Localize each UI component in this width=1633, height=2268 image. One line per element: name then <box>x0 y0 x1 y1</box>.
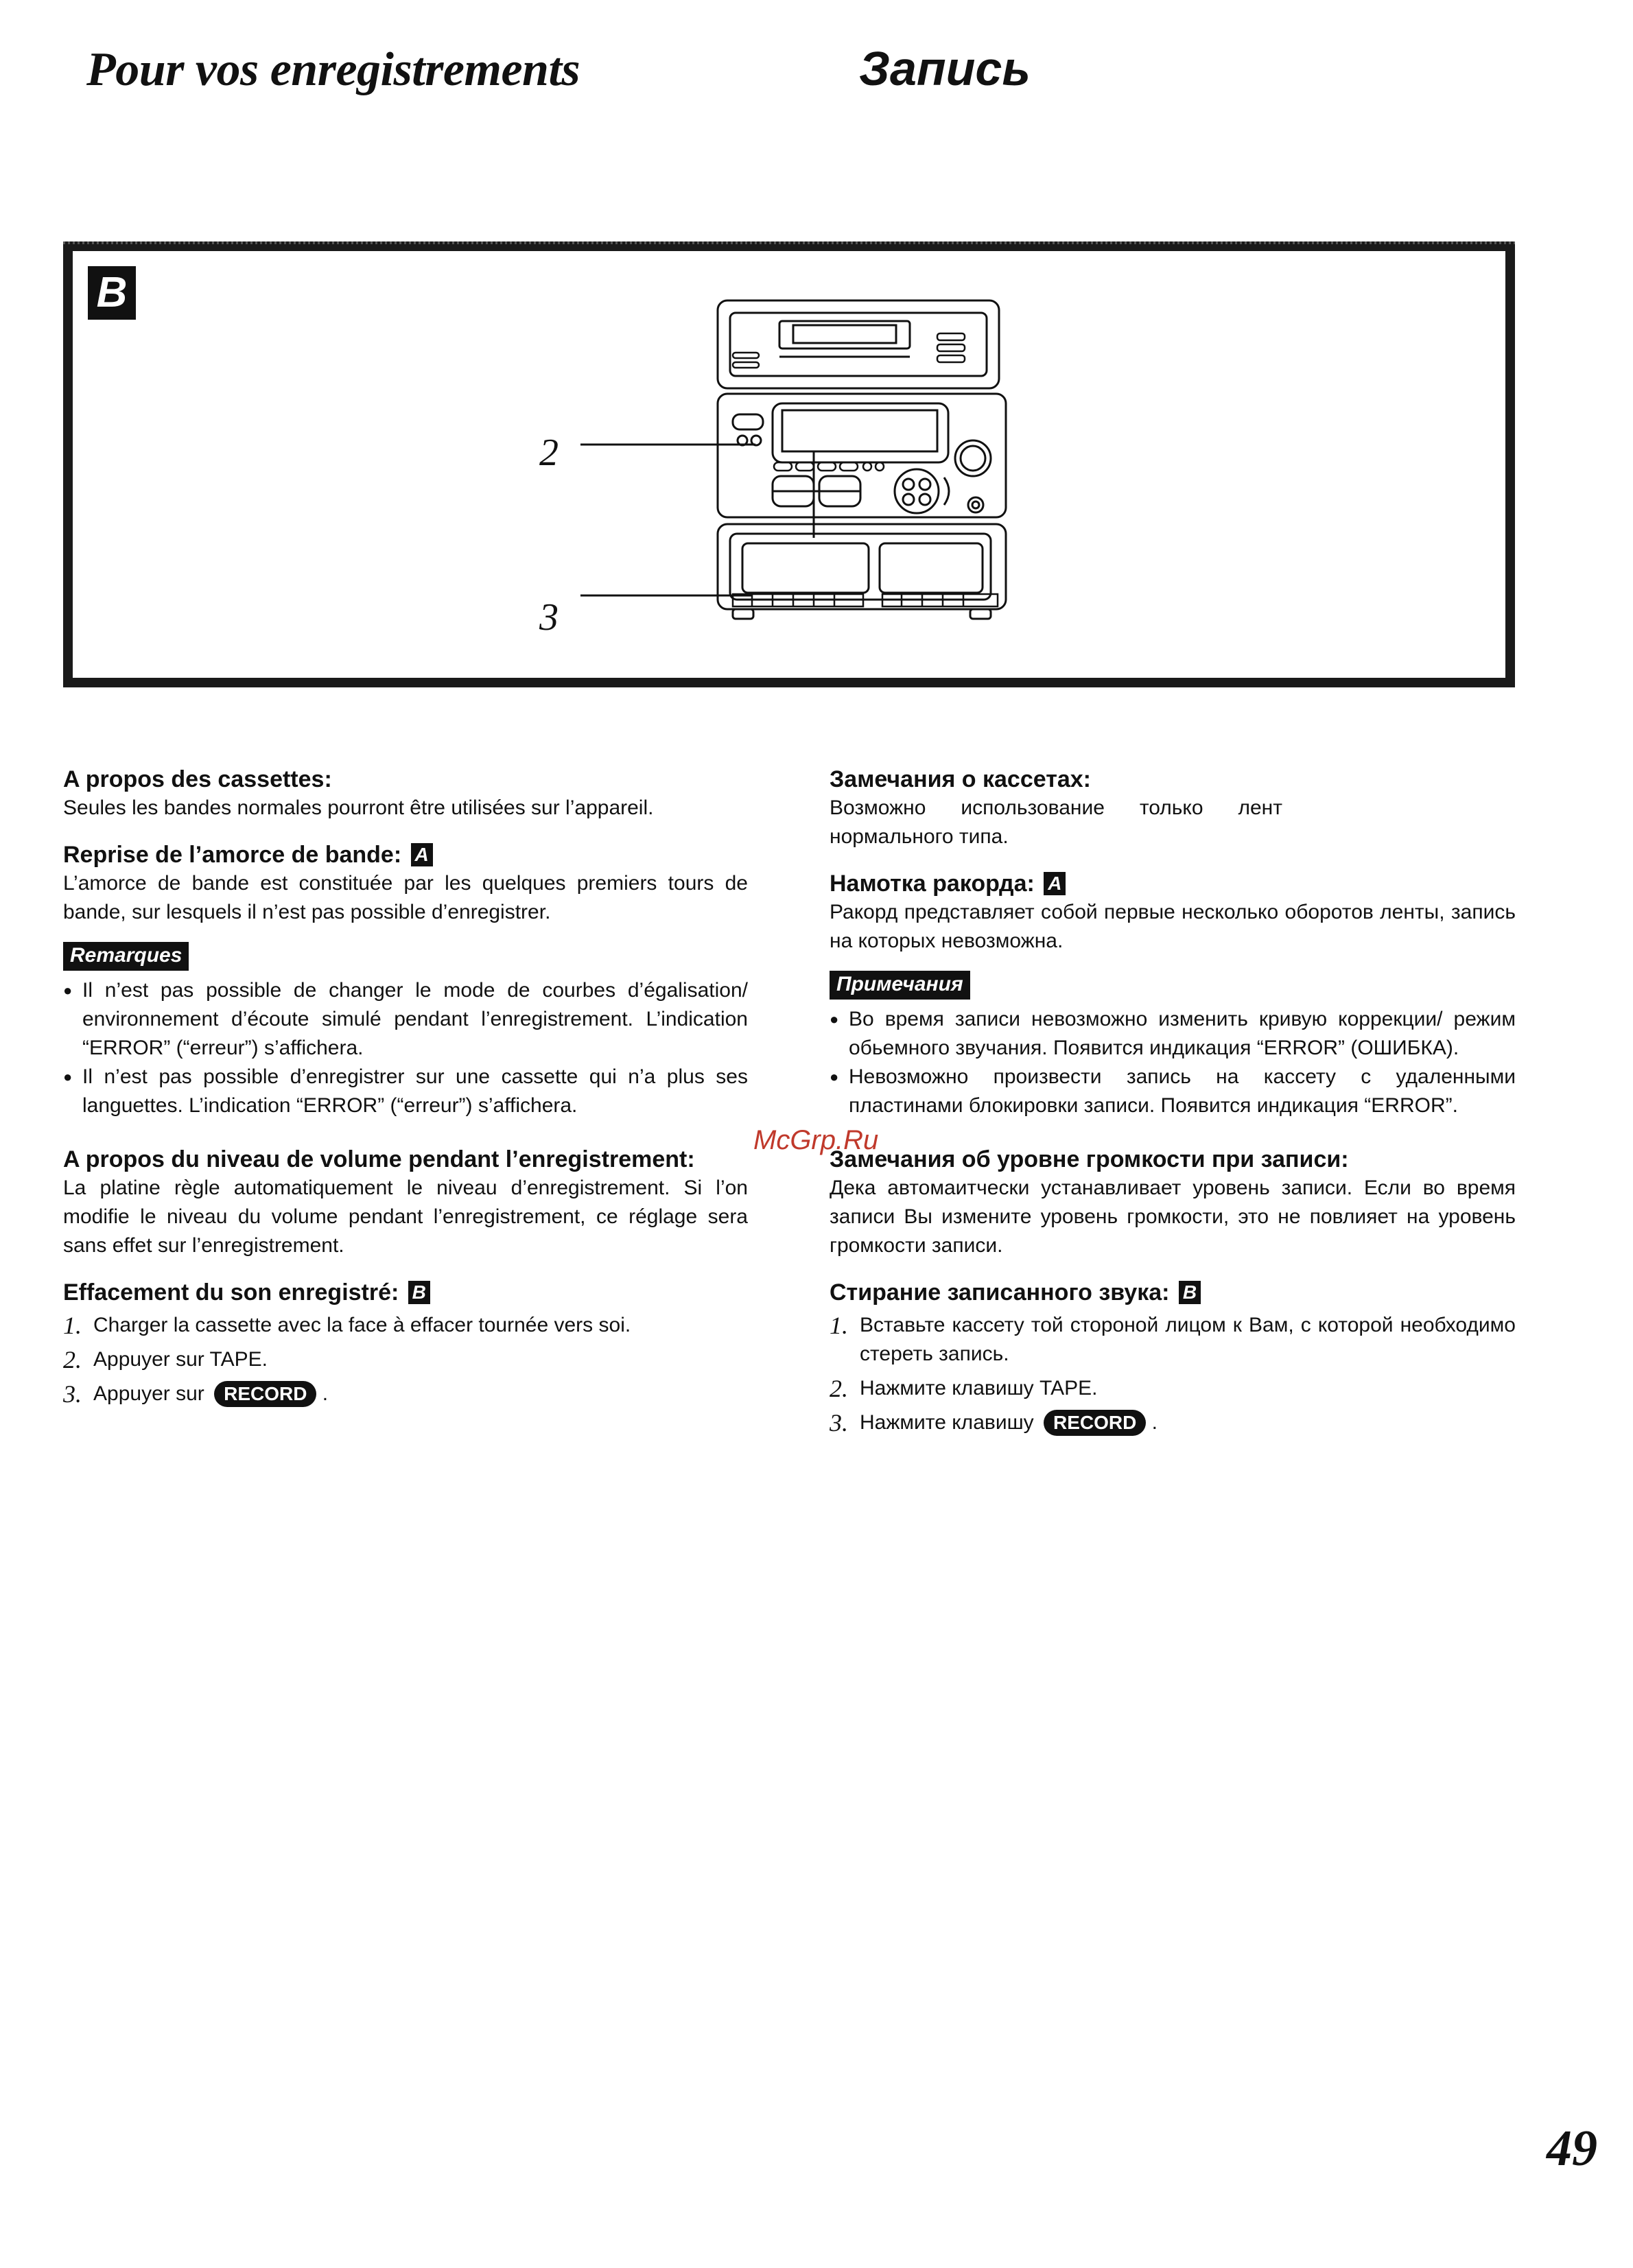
section-erase-heading: Стирание записанного звука: B <box>830 1278 1516 1307</box>
record-button-symbol: RECORD <box>1044 1410 1146 1436</box>
page-title-russian: Запись <box>859 42 1031 95</box>
figure-ref-b-badge: B <box>1179 1281 1201 1304</box>
step-item: 2. Appuyer sur TAPE. <box>63 1346 268 1373</box>
section-leader-heading: Reprise de l’amorce de bande: A <box>63 840 748 869</box>
step-item: 3. Нажмите клавишу RECORD . <box>830 1409 1158 1437</box>
page-title-french: Pour vos enregistrements <box>86 43 580 96</box>
record-button-symbol: RECORD <box>214 1381 316 1407</box>
erase-steps-list <box>830 1311 1516 1437</box>
section-leader-heading: Намотка ракорда: A <box>830 869 1516 898</box>
section-volume-heading: A propos du niveau de volume pendant l’enregistrement: <box>63 1146 695 1172</box>
figure-ref-a-badge: A <box>1044 872 1066 895</box>
russian-column <box>830 765 1516 1443</box>
remarks-list <box>830 1005 1516 1120</box>
section-cassettes-text: Seules les bandes normales pourront être utilisées sur l’appareil. <box>63 796 654 819</box>
section-erase-heading: Effacement du son enregistré: B <box>63 1278 748 1307</box>
section-volume-heading: Замечания об уровне громкости при записи: <box>830 1146 1349 1172</box>
stereo-system-illustration <box>553 272 1020 670</box>
section-volume-text: La platine règle automatiquement le niveau d’enregistrement. Si l’on modifie le niveau du volume pendant l’enregistrement, ce réglage sera sans effet sur l’enregistrement. <box>63 1177 748 1257</box>
figure-ref-b-badge: B <box>408 1281 430 1304</box>
step-item: 2. Нажмите клавишу TAPE. <box>830 1375 1098 1402</box>
step-item: 1. Вставьте кассету той стороной лицом к Вам, с которой необходимо стереть запись. <box>830 1312 1516 1365</box>
section-leader-text: L’amorce de bande est constituée par les quelques premiers tours de bande, sur lesquels il n’est pas possible d’enregistrer. <box>63 872 748 923</box>
figure-ref-a-badge: A <box>411 843 433 866</box>
section-leader-text: Ракорд представляет собой первые несколько оборотов ленты, запись на которых невозможна. <box>830 901 1516 952</box>
section-cassettes-heading: A propos des cassettes: <box>63 766 332 792</box>
french-column <box>63 765 748 1414</box>
remark-item: ● Il n’est pas possible de changer le mode de courbes d’égalisation/ environnement d’écoute simulé pendant l’enregistrement. L’indication “ERROR” (“erreur”) s’affichera. <box>63 976 748 1063</box>
remark-item: ● Невозможно произвести запись на кассету с удаленными пластинами блокировки записи. Появится индикация “ERROR”. <box>830 1063 1516 1120</box>
remarks-badge: Remarques <box>63 942 189 971</box>
remark-item: ● Во время записи невозможно изменить кривую коррекции/ режим обьемного звучания. Появится индикация “ERROR” (ОШИБКА). <box>830 1005 1516 1063</box>
figure-badge: B <box>88 266 136 320</box>
step-item: 1. Charger la cassette avec la face à effacer tournée vers soi. <box>63 1312 631 1339</box>
remarks-badge: Примечания <box>830 971 970 1000</box>
section-cassettes-text: Возможно использование только лент нормального типа. <box>830 796 1282 848</box>
callout-2: 2 <box>539 432 559 474</box>
erase-steps-list <box>63 1311 748 1408</box>
section-cassettes-heading: Замечания о кассетах: <box>830 766 1092 792</box>
watermark: McGrp.Ru <box>753 1125 879 1155</box>
callout-3: 3 <box>539 596 559 639</box>
page-number: 49 <box>1547 2121 1597 2177</box>
figure-b-frame <box>63 241 1515 687</box>
remark-item: ● Il n’est pas possible d’enregistrer sur une cassette qui n’a plus ses languettes. L’indication “ERROR” (“erreur”) s’affichera. <box>63 1063 748 1120</box>
remarks-list <box>63 976 748 1120</box>
step-item: 3. Appuyer sur RECORD . <box>63 1380 329 1408</box>
section-volume-text: Дека автомаитчески устанавливает уровень записи. Если во время записи Вы измените уровень громкости, это не повлияет на уровень громкости записи. <box>830 1177 1516 1257</box>
